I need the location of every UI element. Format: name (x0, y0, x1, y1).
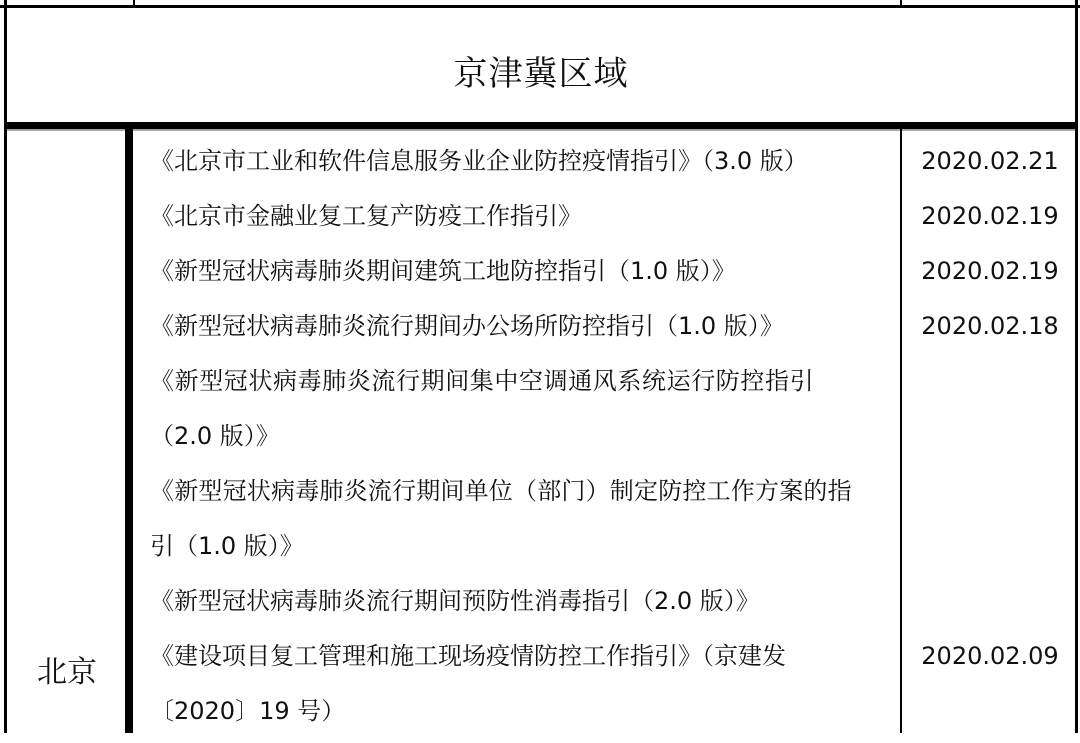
document-list (150, 138, 895, 743)
date-cell (910, 358, 1070, 413)
document-line: 《新型冠状病毒肺炎流行期间单位（部门）制定防控工作方案的指 (150, 477, 852, 505)
header-divider (4, 122, 1078, 129)
region-header-row (7, 8, 1075, 122)
date-cell (910, 523, 1070, 578)
region-column-divider (125, 129, 133, 733)
region-header-title: 京津冀区域 (453, 53, 629, 94)
date-cell (910, 468, 1070, 523)
date-cell: 2020.02.09 (921, 642, 1059, 670)
document-line: 《新型冠状病毒肺炎流行期间集中空调通风系统运行防控指引 (150, 367, 815, 395)
document-line: 《新型冠状病毒肺炎流行期间办公场所防控指引（1.0 版）》 (150, 312, 784, 340)
document-line: （2.0 版）》 (150, 422, 280, 450)
date-cell: 2020.02.18 (921, 312, 1059, 340)
document-line: 《新型冠状病毒肺炎期间建筑工地防控指引（1.0 版）》 (150, 257, 736, 285)
document-line: 《新型冠状病毒肺炎流行期间预防性消毒指引（2.0 版）》 (150, 587, 760, 615)
previous-row-divider (133, 0, 135, 8)
region-cell (7, 131, 125, 733)
date-cell (910, 413, 1070, 468)
date-list (910, 138, 1070, 743)
previous-row-edge (0, 0, 1080, 8)
date-cell: 2020.02.19 (921, 257, 1059, 285)
date-cell (910, 578, 1070, 633)
document-line: 引（1.0 版）》 (150, 532, 304, 560)
region-label: 北京 (37, 655, 97, 690)
document-line: 〔2020〕19 号） (150, 697, 346, 725)
date-cell: 2020.02.19 (921, 202, 1059, 230)
date-cell (910, 688, 1070, 743)
header-divider-shadow (4, 129, 1078, 131)
document-line: 《北京市工业和软件信息服务业企业防控疫情指引》（3.0 版） (150, 147, 808, 175)
document-line: 《建设项目复工管理和施工现场疫情防控工作指引》（京建发 (150, 642, 786, 670)
date-cell: 2020.02.21 (921, 147, 1059, 175)
previous-row-divider (900, 0, 902, 8)
date-column-divider (900, 129, 902, 733)
document-line: 《北京市金融业复工复产防疫工作指引》 (150, 202, 582, 230)
table-right-border (1075, 0, 1078, 733)
